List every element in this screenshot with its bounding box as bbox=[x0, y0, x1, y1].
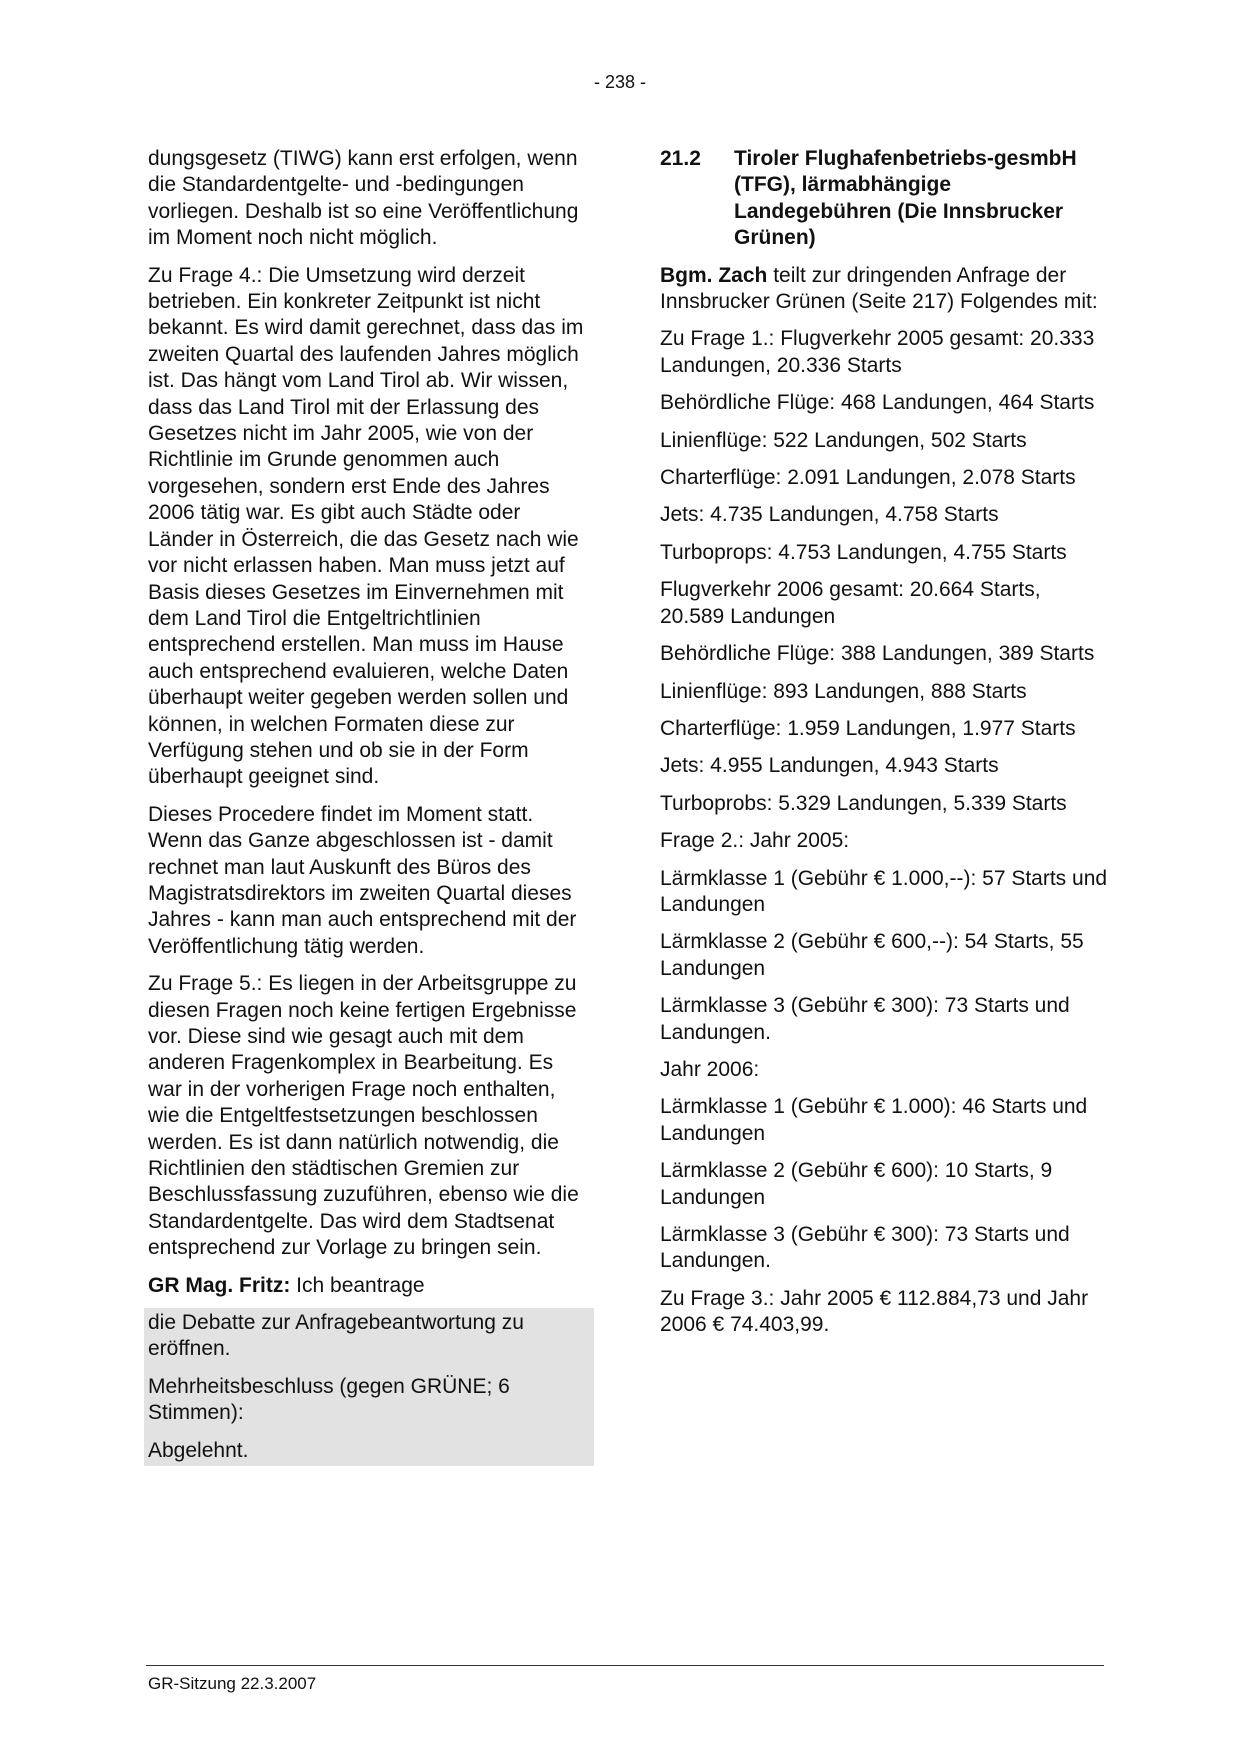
list-item: Lärmklasse 2 (Gebühr € 600,--): 54 Starts, 55 Landungen bbox=[660, 930, 1084, 980]
list-item: Flugverkehr 2006 gesamt: 20.664 Starts, 20.589 Landungen bbox=[660, 578, 1041, 628]
vote-text: Mehrheitsbeschluss (gegen GRÜNE; 6 Stimmen): bbox=[148, 1374, 510, 1425]
paragraph-frage-5: Zu Frage 5.: Es liegen in der Arbeitsgruppe zu diesen Fragen noch keine fertigen Ergebnisse vor. Diese sind wie gesagt auch mit dem anderen Fragenkomplex in Bearbeitung. Es war in der vorherigen Frage noch enthalten, wie die Entgeltfestsetzungen beschlossen werden. Es ist dann natürlich notwendig, die Richtlinien den städtischen Gremien zur Beschlussfassung zuzuführen, ebenso wie die Standardentgelte. Das wird dem Stadtsenat entsprechend zur Vorlage zu bringen sein. bbox=[148, 972, 579, 1260]
list-item: Charterflüge: 1.959 Landungen, 1.977 Starts bbox=[660, 716, 1076, 740]
footer-text: GR-Sitzung 22.3.2007 bbox=[148, 1674, 317, 1693]
speaker-text: Ich beantrage bbox=[290, 1273, 425, 1297]
paragraph-tiwg: dungsgesetz (TIWG) kann erst erfolgen, wenn die Standardentgelte- und -bedingungen vorliegen. Deshalb ist so eine Veröffentlichung im Moment noch nicht möglich. bbox=[148, 147, 579, 250]
section-number: 21.2 bbox=[660, 147, 701, 170]
page-number: - 238 - bbox=[593, 72, 647, 92]
intro-speaker: Bgm. Zach bbox=[660, 263, 768, 287]
speaker-paragraph bbox=[148, 1273, 590, 1299]
list-item: Linienflüge: 522 Landungen, 502 Starts bbox=[660, 428, 1027, 452]
left-column bbox=[148, 146, 590, 1466]
paragraph-frage-4: Zu Frage 4.: Die Umsetzung wird derzeit betrieben. Ein konkreter Zeitpunkt ist nicht bekannt. Es wird damit gerechnet, dass das im zweiten Quartal des laufenden Jahres möglich ist. Das hängt vom Land Tirol ab. Wir wissen, dass das Land Tirol mit der Erlassung des Gesetzes nicht im Jahr 2005, wie von der Richtlinie im Grunde genommen auch vorgesehen, sondern erst Ende des Jahres 2006 tätig war. Es gibt auch Städte oder Länder in Österreich, die das Gesetz nach wie vor nicht erlassen haben. Man muss jetzt auf Basis dieses Gesetzes im Einvernehmen mit dem Land Tirol die Entgeltrichtlinien entsprechend erstellen. Man muss im Hause auch entsprechend evaluieren, welche Daten überhaupt weiter gegeben werden sollen und können, in welchen Formaten diese zur Verfügung stehen und ob sie in der Form überhaupt geeignet sind. bbox=[148, 263, 584, 789]
list-item: Lärmklasse 1 (Gebühr € 1.000): 46 Starts und Landungen bbox=[660, 1095, 1088, 1145]
list-item: Frage 2.: Jahr 2005: bbox=[660, 829, 850, 853]
list-item: Charterflüge: 2.091 Landungen, 2.078 Starts bbox=[660, 466, 1076, 490]
list-item: Lärmklasse 2 (Gebühr € 600): 10 Starts, 9 Landungen bbox=[660, 1159, 1053, 1209]
motion-text: die Debatte zur Anfragebeantwortung zu eröffnen. bbox=[148, 1311, 524, 1361]
list-item: Lärmklasse 3 (Gebühr € 300): 73 Starts und Landungen. bbox=[660, 994, 1070, 1044]
list-item: Lärmklasse 3 (Gebühr € 300): 73 Starts und Landungen. bbox=[660, 1223, 1070, 1273]
list-item: Turboprops: 4.753 Landungen, 4.755 Starts bbox=[660, 540, 1067, 564]
intro-paragraph bbox=[660, 263, 1110, 316]
list-item: Zu Frage 3.: Jahr 2005 € 112.884,73 und Jahr 2006 € 74.403,99. bbox=[660, 1286, 1089, 1337]
list-item: Behördliche Flüge: 388 Landungen, 389 Starts bbox=[660, 642, 1095, 666]
intro-text: teilt zur dringenden Anfrage der Innsbrucker Grünen (Seite 217) Folgendes mit: bbox=[660, 263, 1098, 314]
result-text: Abgelehnt. bbox=[148, 1438, 249, 1462]
footer-divider bbox=[146, 1665, 1104, 1666]
section-title: Tiroler Flughafenbetriebs-gesmbH (TFG), lärmabhängige Landegebühren (Die Innsbrucker Grünen) bbox=[734, 147, 1077, 250]
speaker-name: GR Mag. Fritz: bbox=[148, 1273, 291, 1297]
list-item: Jets: 4.955 Landungen, 4.943 Starts bbox=[660, 754, 999, 778]
paragraph-procedere: Dieses Procedere findet im Moment statt. Wenn das Ganze abgeschlossen ist - damit rechnet man laut Auskunft des Büros des Magistratsdirektors im zweiten Quartal dieses Jahres - kann man auch entsprechend mit der Veröffentlichung tätig werden. bbox=[148, 802, 577, 958]
section-heading bbox=[660, 146, 1110, 252]
list-item: Behördliche Flüge: 468 Landungen, 464 Starts bbox=[660, 391, 1095, 415]
list-item: Zu Frage 1.: Flugverkehr 2005 gesamt: 20.333 Landungen, 20.336 Starts bbox=[660, 327, 1095, 377]
list-item: Lärmklasse 1 (Gebühr € 1.000,--): 57 Starts und Landungen bbox=[660, 866, 1108, 916]
motion-box bbox=[144, 1308, 594, 1466]
list-item: Jahr 2006: bbox=[660, 1057, 760, 1081]
list-item: Turboprobs: 5.329 Landungen, 5.339 Starts bbox=[660, 791, 1067, 815]
list-item: Linienflüge: 893 Landungen, 888 Starts bbox=[660, 679, 1027, 703]
right-column bbox=[660, 146, 1110, 1350]
list-item: Jets: 4.735 Landungen, 4.758 Starts bbox=[660, 503, 999, 527]
